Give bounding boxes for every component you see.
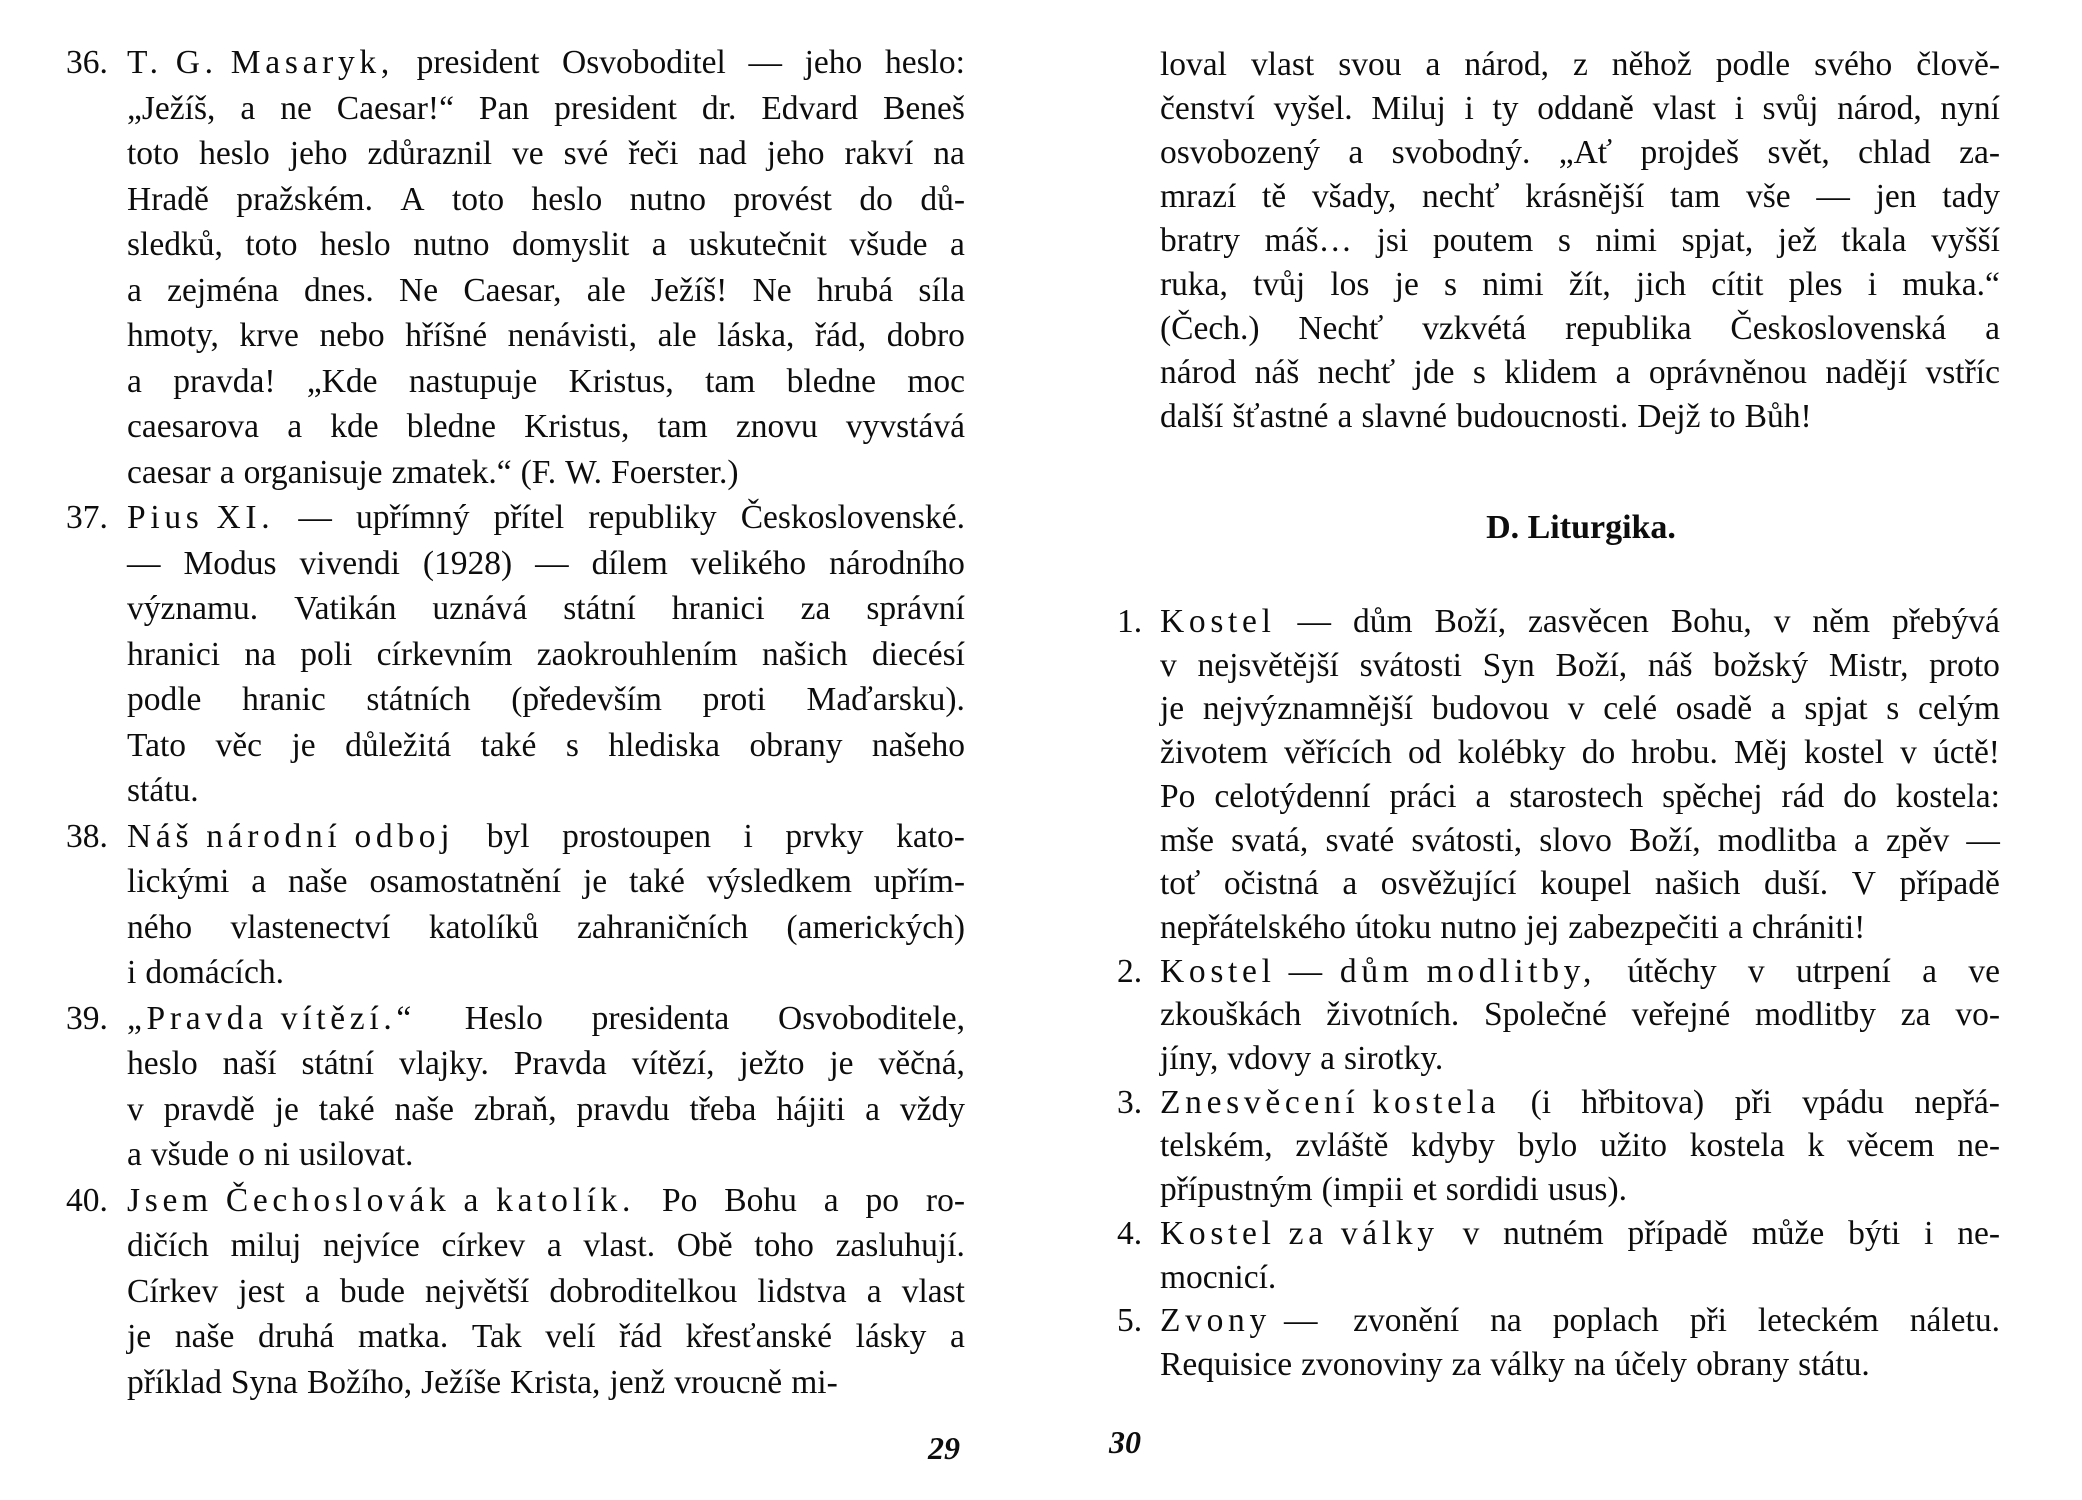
liturgy-item-1-line: životem věřících od kolébky do hrobu. Měj kostel v úctě! (1160, 734, 2000, 772)
item-38-line: i domácích. (127, 954, 284, 991)
item-number: 1. (1117, 603, 1143, 640)
item-37-line: hranici na poli církevním zaokrouhlením našich diecésí (127, 635, 965, 673)
liturgy-item-1-line: v nejsvětější svátosti Syn Boží, náš božský Mistr, proto (1160, 646, 2000, 684)
item-number: 36. (66, 44, 108, 81)
item-lead: Znesvěcení kostela (1160, 1083, 1501, 1121)
item-40-line: Církev jest a bude největší dobroditelkou lidstva a vlast (127, 1272, 965, 1310)
continuation-line: národ náš nechť jde s klidem a oprávněnou nadějí vstříc (1160, 354, 2000, 391)
item-38-line: ného vlastenectví katolíků zahraničních (amerických) (127, 908, 965, 946)
item-37-line: Tato věc je důležitá také s hlediska obrany našeho (127, 726, 965, 764)
item-number: 3. (1117, 1083, 1143, 1121)
continuation-line: (Čech.) Nechť vzkvétá republika Československá a (1160, 310, 2000, 347)
item-lead: Pius XI. (127, 499, 275, 536)
page-number-left: 29 (928, 1430, 960, 1466)
item-lead: Zvony — (1160, 1302, 1323, 1340)
item-38-line: Náš národní odboj byl prostoupen i prvky kato- (127, 818, 965, 863)
item-37-line: státu. (127, 772, 199, 809)
item-lead: Kostel za války (1160, 1214, 1439, 1252)
continuation-line: loval vlast svou a národ, z něhož podle svého člově- (1160, 46, 2000, 83)
item-lead: Náš národní odboj (127, 817, 455, 855)
liturgy-item-3-line: Znesvěcení kostela (i hřbitova) při vpádu nepřá- (1160, 1084, 2000, 1129)
liturgy-item-2-line: Kostel — dům modlitby, útěchy v utrpení a ve (1160, 953, 2000, 998)
item-lead: „Pravda vítězí.“ (127, 999, 416, 1037)
liturgy-item-3-line: přípustným (impii et sordidi usus). (1160, 1171, 1627, 1209)
liturgy-item-5-line: Requisice zvonoviny za války na účely obrany státu. (1160, 1345, 1870, 1383)
liturgy-item-1-line: nepřátelského útoku nutno jej zabezpečiti a chrániti! (1160, 908, 1866, 946)
item-number: 2. (1117, 952, 1143, 990)
item-lead: Kostel (1160, 603, 1276, 640)
continuation-line: ruka, tvůj los je s nimi žít, jich cítit ples i muka.“ (1160, 266, 2000, 303)
item-36-line: sledků, toto heslo nutno domyslit a uskutečnit všude a (127, 226, 965, 263)
item-39-line: v pravdě je také naše zbraň, pravdu třeba hájiti a vždy (127, 1090, 965, 1128)
item-lead: Jsem Čechoslovák a katolík. (127, 1181, 636, 1219)
item-lead: Kostel — dům modlitby, (1160, 952, 1597, 990)
continuation-line: osvobozený a svobodný. „Ať projdeš svět, chlad za- (1160, 134, 2000, 171)
liturgy-item-2-line: jíny, vdovy a sirotky. (1160, 1040, 1444, 1077)
liturgy-item-1-line: Po celotýdenní práci a starostech spěchej rád do kostela: (1160, 777, 2000, 815)
liturgy-item-5-line: Zvony — zvonění na poplach při leteckém náletu. (1160, 1302, 2000, 1347)
continuation-line: čenství vyšel. Miluj i ty oddaně vlast i svůj národ, nyní (1160, 90, 2000, 127)
item-39-line: „Pravda vítězí.“ Heslo presidenta Osvoboditele, (127, 1000, 965, 1045)
item-37-line: Pius XI. — upřímný přítel republiky Československé. (127, 499, 965, 544)
item-36-line: a zejména dnes. Ne Caesar, ale Ježíš! Ne hrubá síla (127, 271, 965, 309)
section-heading: D. Liturgika. (1486, 509, 1676, 546)
continuation-line: mrazí tě všady, nechť krásnější tam vše — jen tady (1160, 178, 2000, 215)
liturgy-item-1-line: je nejvýznamnější budovou v celé osadě a spjat s celým (1160, 690, 2000, 728)
liturgy-item-2-line: zkouškách životních. Společné veřejné modlitby za vo- (1160, 996, 2000, 1034)
item-36-line: Hradě pražském. A toto heslo nutno provést do dů- (127, 180, 965, 218)
liturgy-item-1-line: Kostel — dům Boží, zasvěcen Bohu, v něm přebývá (1160, 603, 2000, 648)
liturgy-item-4-line: mocnicí. (1160, 1258, 1277, 1296)
item-36-line: T. G. Masaryk, president Osvoboditel — jeho heslo: (127, 44, 965, 89)
item-number: 40. (66, 1181, 108, 1219)
liturgy-item-4-line: Kostel za války v nutném případě může býti i ne- (1160, 1215, 2000, 1260)
continuation-line: bratry máš… jsi poutem s nimi spjat, jež tkala vyšší (1160, 222, 2000, 259)
right-page (1041, 0, 2082, 1500)
item-39-line: heslo naší státní vlajky. Pravda vítězí, ježto je věčná, (127, 1045, 965, 1082)
item-36-line: hmoty, krve nebo hříšné nenávisti, ale láska, řád, dobro (127, 317, 965, 354)
item-number: 39. (66, 999, 108, 1037)
item-38-line: lickými a naše osamostatnění je také výsledkem upřím- (127, 863, 965, 900)
continuation-line: další šťastné a slavné budoucnosti. Dejž to Bůh! (1160, 398, 1812, 435)
item-40-line: je naše druhá matka. Tak velí řád křesťanské lásky a (127, 1318, 965, 1355)
item-36-line: a pravda! „Kde nastupuje Kristus, tam bledne moc (127, 362, 965, 400)
liturgy-item-1-line: toť očistná a osvěžující koupel našich duší. V případě (1160, 865, 2000, 903)
item-number: 38. (66, 817, 108, 855)
item-36-line: „Ježíš, a ne Caesar!“ Pan president dr. Edvard Beneš (127, 89, 965, 127)
item-number: 37. (66, 499, 108, 536)
item-lead: T. G. Masaryk, (127, 44, 394, 81)
liturgy-item-1-line: mše svatá, svaté svátosti, slovo Boží, modlitba a zpěv — (1160, 821, 2000, 859)
item-number: 4. (1117, 1214, 1143, 1252)
item-36-line: toto heslo jeho zdůraznil ve své řeči nad jeho rakví na (127, 135, 965, 172)
item-37-line: podle hranic státních (především proti Maďarsku). (127, 681, 965, 718)
item-36-line: caesar a organisuje zmatek.“ (F. W. Foerster.) (127, 453, 739, 491)
item-40-line: příklad Syna Božího, Ježíše Krista, jenž vroucně mi- (127, 1363, 838, 1401)
item-37-line: — Modus vivendi (1928) — dílem velikého národního (127, 544, 965, 582)
liturgy-item-3-line: telském, zvláště kdyby bylo užito kostela k věcem ne- (1160, 1127, 2000, 1165)
page-number-right: 30 (1109, 1424, 1141, 1460)
item-40-line: dičích miluj nejvíce církev a vlast. Obě toho zasluhují. (127, 1227, 965, 1264)
item-36-line: caesarova a kde bledne Kristus, tam znovu vyvstává (127, 408, 965, 445)
item-number: 5. (1117, 1302, 1143, 1340)
item-39-line: a všude o ni usilovat. (127, 1136, 414, 1173)
item-40-line: Jsem Čechoslovák a katolík. Po Bohu a po ro- (127, 1182, 965, 1227)
item-37-line: významu. Vatikán uznává státní hranici za správní (127, 590, 965, 627)
